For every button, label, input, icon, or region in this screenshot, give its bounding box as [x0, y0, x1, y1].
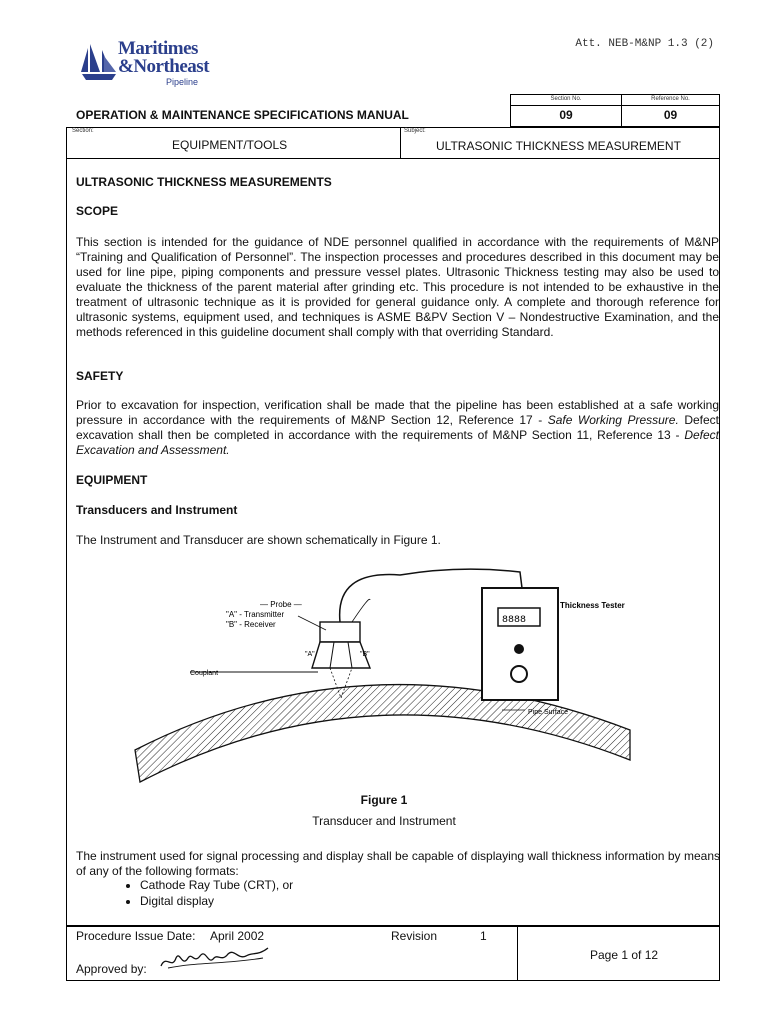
instrument-paragraph: The instrument used for signal processing and display shall be capable of displaying wall thickness information by means of any of the following formats: — [76, 849, 720, 878]
figure-title: Figure 1 — [360, 793, 408, 807]
transducers-paragraph: The Instrument and Transducer are shown schematically in Figure 1. — [76, 533, 441, 547]
tester-label: Thickness Tester — [560, 601, 625, 610]
subject-value: ULTRASONIC THICKNESS MEASUREMENT — [436, 139, 681, 153]
reference-no-value: 09 — [663, 108, 678, 122]
figure-caption: Transducer and Instrument — [312, 814, 456, 828]
issue-date-label: Procedure Issue Date: — [76, 929, 196, 943]
manual-title: OPERATION & MAINTENANCE SPECIFICATIONS MANUAL — [76, 108, 409, 122]
approver-signature — [158, 944, 273, 974]
attachment-reference: Att. NEB-M&NP 1.3 (2) — [575, 38, 714, 50]
footer-divider — [66, 926, 720, 927]
reference-no-label: Reference No. — [651, 96, 690, 102]
list-item: • Digital display — [140, 893, 293, 909]
b-label: "B" — [360, 651, 370, 658]
formats-list — [120, 877, 293, 909]
figure-1-diagram — [130, 560, 650, 785]
safety-heading: SAFETY — [76, 369, 124, 383]
receiver-label: "B" - Receiver — [226, 620, 276, 629]
pipe-surface-label: Pipe Surface — [528, 709, 569, 716]
approved-by-label: Approved by: — [76, 962, 147, 976]
logo-line-1: Maritimes — [118, 38, 198, 59]
revision-label: Revision — [391, 929, 438, 943]
section-value: EQUIPMENT/TOOLS — [172, 138, 288, 152]
a-label: "A" — [305, 651, 315, 658]
logo-line-2: &Northeast — [118, 56, 210, 77]
section-no-label: Section No. — [550, 96, 582, 102]
scope-paragraph: This section is intended for the guidance of NDE personnel qualified in accordance with the requirements of M&NP “Training and Qualification of Personnel”. The inspection processes and procedures described in this document may be used for line pipe, piping components and pressure vessel plates. Ultrasonic Thickness testing may also be used to evaluate the thickness of the parent material after grinding etc. This procedure is not intended to be exhaustive in the treatment of ultrasonic technique as it is provided for general guidance only. A complete and thorough reference for ultrasonic systems, equipment used, and techniques is ASME B&PV Section V – Nondestructive Examination, and the methods referenced in this guideline document shall comply with that overriding Standard. — [76, 235, 719, 339]
footer-vertical-divider — [517, 926, 518, 981]
section-label: Section: — [72, 128, 94, 134]
header-vertical-divider — [400, 127, 401, 158]
safety-paragraph: Prior to excavation for inspection, verification shall be made that the pipeline has been established at a safe working pressure in accordance with the requirements of M&NP Section 12, Reference 17 - Safe Working Pressure. Defect excavation shall then be completed in accordance with the requirements of M&NP Section 11, Reference 13 - Defect Excavation and Assessment. — [76, 398, 720, 457]
list-item: • Cathode Ray Tube (CRT), or — [140, 877, 293, 893]
page-number: Page 1 of 12 — [590, 948, 659, 962]
probe-label: — Probe — — [260, 600, 302, 609]
logo-line-3: Pipeline — [166, 77, 199, 87]
tester-knob-icon — [511, 666, 527, 682]
scope-heading: SCOPE — [76, 204, 119, 218]
transmitter-label: "A" - Transmitter — [226, 610, 285, 619]
issue-date-value: April 2002 — [210, 929, 265, 943]
header-divider — [66, 158, 720, 159]
ship-icon — [78, 42, 120, 82]
couplant-label: Couplant — [190, 670, 219, 677]
revision-value: 1 — [480, 929, 487, 943]
tester-indicator-icon — [514, 644, 524, 654]
transducers-heading: Transducers and Instrument — [76, 503, 238, 517]
main-heading: ULTRASONIC THICKNESS MEASUREMENTS — [76, 175, 332, 189]
company-logo — [78, 38, 208, 93]
reference-no-box — [621, 94, 720, 127]
display-readout: 8888 — [502, 615, 527, 626]
section-no-box — [510, 94, 622, 127]
subject-label: Subject: — [404, 128, 426, 134]
equipment-heading: EQUIPMENT — [76, 473, 148, 487]
section-no-value: 09 — [559, 108, 573, 122]
thickness-tester — [482, 588, 558, 700]
probe-body — [320, 622, 360, 642]
